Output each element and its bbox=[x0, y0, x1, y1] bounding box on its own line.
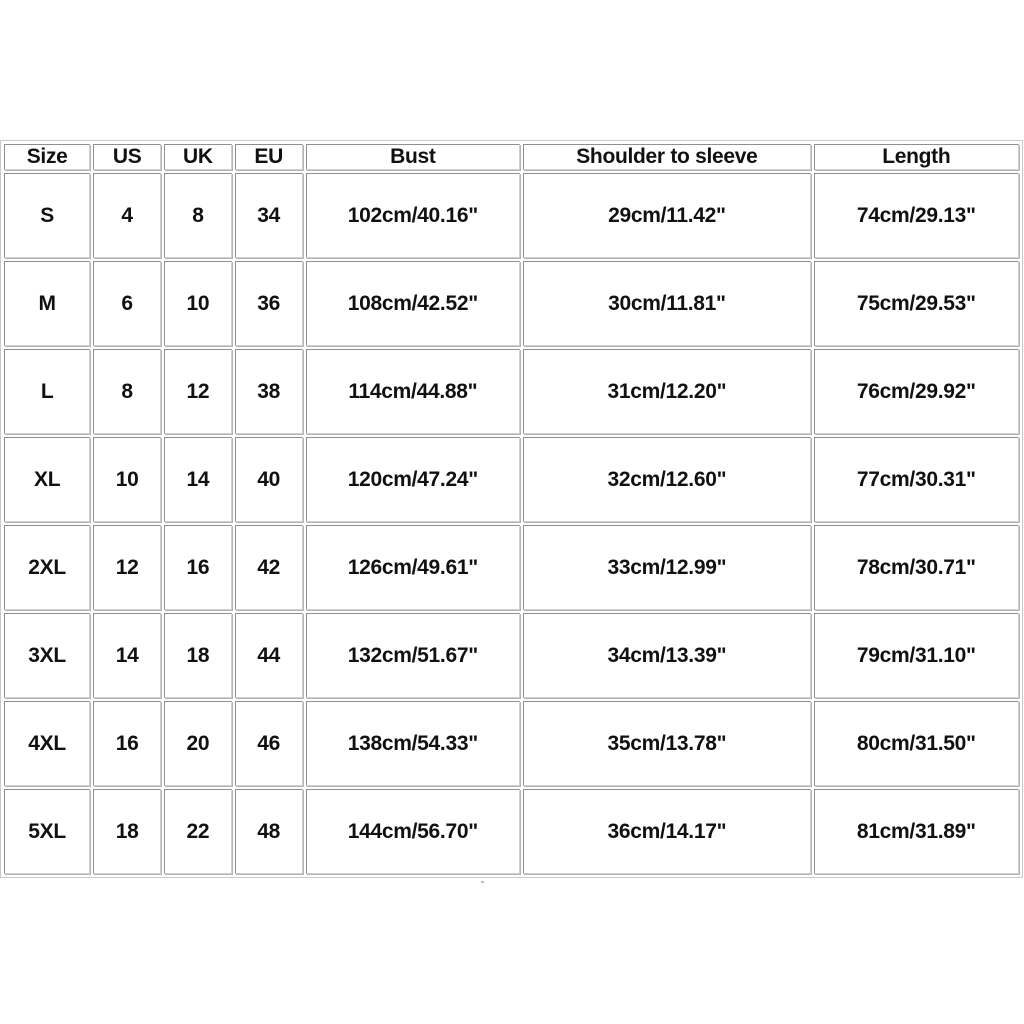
header-us: US bbox=[93, 144, 161, 170]
cell-length: 76cm/29.92" bbox=[814, 349, 1019, 434]
header-eu: EU bbox=[235, 144, 303, 170]
cell-us: 14 bbox=[93, 613, 161, 698]
cell-uk: 22 bbox=[164, 789, 232, 874]
cell-uk: 16 bbox=[164, 525, 232, 610]
header-bust: Bust bbox=[306, 144, 521, 170]
cell-shoulder-to-sleeve: 33cm/12.99" bbox=[523, 525, 810, 610]
cell-uk: 18 bbox=[164, 613, 232, 698]
cell-bust: 108cm/42.52" bbox=[306, 261, 521, 346]
cell-shoulder-to-sleeve: 30cm/11.81" bbox=[523, 261, 810, 346]
cell-bust: 114cm/44.88" bbox=[306, 349, 521, 434]
table-row bbox=[4, 701, 1019, 786]
cell-uk: 20 bbox=[164, 701, 232, 786]
table-row bbox=[4, 613, 1019, 698]
cell-us: 16 bbox=[93, 701, 161, 786]
cell-uk: 14 bbox=[164, 437, 232, 522]
cell-us: 4 bbox=[93, 173, 161, 258]
cell-eu: 46 bbox=[235, 701, 303, 786]
cell-eu: 40 bbox=[235, 437, 303, 522]
cell-length: 81cm/31.89" bbox=[814, 789, 1019, 874]
size-table bbox=[1, 141, 1022, 877]
cell-bust: 126cm/49.61" bbox=[306, 525, 521, 610]
cell-size: L bbox=[4, 349, 90, 434]
cell-size: S bbox=[4, 173, 90, 258]
cell-size: 3XL bbox=[4, 613, 90, 698]
cell-uk: 10 bbox=[164, 261, 232, 346]
header-shoulder-to-sleeve: Shoulder to sleeve bbox=[523, 144, 810, 170]
cell-size: 5XL bbox=[4, 789, 90, 874]
cell-uk: 8 bbox=[164, 173, 232, 258]
cell-size: M bbox=[4, 261, 90, 346]
cell-eu: 44 bbox=[235, 613, 303, 698]
cell-size: XL bbox=[4, 437, 90, 522]
cell-shoulder-to-sleeve: 31cm/12.20" bbox=[523, 349, 810, 434]
cell-length: 80cm/31.50" bbox=[814, 701, 1019, 786]
cell-shoulder-to-sleeve: 29cm/11.42" bbox=[523, 173, 810, 258]
cell-us: 8 bbox=[93, 349, 161, 434]
size-chart bbox=[1, 141, 1022, 877]
table-row bbox=[4, 525, 1019, 610]
header-row bbox=[4, 144, 1019, 170]
table-row bbox=[4, 261, 1019, 346]
cell-eu: 38 bbox=[235, 349, 303, 434]
cell-length: 78cm/30.71" bbox=[814, 525, 1019, 610]
cell-length: 79cm/31.10" bbox=[814, 613, 1019, 698]
cell-size: 2XL bbox=[4, 525, 90, 610]
header-size: Size bbox=[4, 144, 90, 170]
header-uk: UK bbox=[164, 144, 232, 170]
cell-us: 18 bbox=[93, 789, 161, 874]
table-row bbox=[4, 173, 1019, 258]
cell-shoulder-to-sleeve: 36cm/14.17" bbox=[523, 789, 810, 874]
cell-shoulder-to-sleeve: 34cm/13.39" bbox=[523, 613, 810, 698]
cell-uk: 12 bbox=[164, 349, 232, 434]
cell-bust: 102cm/40.16" bbox=[306, 173, 521, 258]
stray-dot bbox=[481, 881, 484, 883]
cell-shoulder-to-sleeve: 32cm/12.60" bbox=[523, 437, 810, 522]
cell-us: 6 bbox=[93, 261, 161, 346]
cell-shoulder-to-sleeve: 35cm/13.78" bbox=[523, 701, 810, 786]
cell-size: 4XL bbox=[4, 701, 90, 786]
cell-eu: 42 bbox=[235, 525, 303, 610]
table-row bbox=[4, 437, 1019, 522]
header-length: Length bbox=[814, 144, 1019, 170]
cell-bust: 132cm/51.67" bbox=[306, 613, 521, 698]
cell-bust: 138cm/54.33" bbox=[306, 701, 521, 786]
table-row bbox=[4, 789, 1019, 874]
cell-bust: 120cm/47.24" bbox=[306, 437, 521, 522]
cell-us: 10 bbox=[93, 437, 161, 522]
cell-us: 12 bbox=[93, 525, 161, 610]
table-row bbox=[4, 349, 1019, 434]
cell-eu: 48 bbox=[235, 789, 303, 874]
cell-length: 74cm/29.13" bbox=[814, 173, 1019, 258]
cell-bust: 144cm/56.70" bbox=[306, 789, 521, 874]
cell-eu: 36 bbox=[235, 261, 303, 346]
cell-length: 75cm/29.53" bbox=[814, 261, 1019, 346]
cell-length: 77cm/30.31" bbox=[814, 437, 1019, 522]
cell-eu: 34 bbox=[235, 173, 303, 258]
